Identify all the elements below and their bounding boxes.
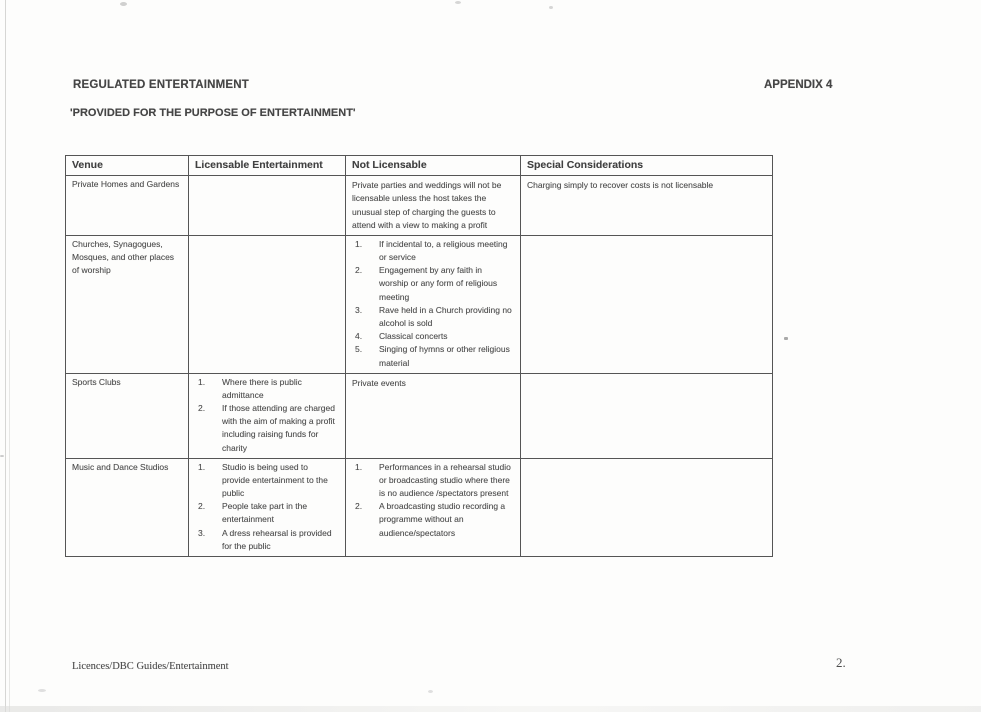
table-row bbox=[66, 235, 773, 373]
not-licensable-item-text: Rave held in a Church providing no alcohol is sold bbox=[379, 304, 512, 328]
column-header-venue: Venue bbox=[66, 156, 189, 176]
document-reference: Licences/DBC Guides/Entertainment bbox=[72, 661, 229, 672]
not-licensable-item bbox=[352, 264, 514, 304]
not-licensable-cell bbox=[346, 176, 521, 236]
scan-speck bbox=[38, 689, 46, 692]
appendix-label: APPENDIX 4 bbox=[764, 79, 833, 91]
licensable-item bbox=[195, 500, 339, 526]
not-licensable-item-text: Performances in a rehearsal studio or broadcasting studio where there is no audience /spectators present bbox=[379, 461, 511, 499]
not-licensable-item-number: 5. bbox=[355, 344, 363, 355]
table-row bbox=[66, 176, 773, 236]
licensable-item bbox=[195, 402, 339, 455]
not-licensable-cell bbox=[346, 458, 521, 556]
entertainment-table-body bbox=[66, 176, 773, 557]
licensable-cell bbox=[189, 373, 346, 458]
not-licensable-item-text: Engagement by any faith in worship or any form of religious meeting bbox=[379, 265, 498, 302]
venue-cell: Churches, Synagogues, Mosques, and other places of worship bbox=[66, 235, 189, 373]
licensable-item bbox=[195, 527, 339, 553]
special-considerations-cell bbox=[521, 373, 773, 458]
scan-speck bbox=[0, 455, 4, 457]
licensable-item-text: Where there is public admittance bbox=[222, 376, 302, 400]
scan-bottom-shade bbox=[0, 706, 981, 712]
not-licensable-item bbox=[352, 343, 514, 369]
licensable-cell bbox=[189, 458, 346, 556]
page-title: REGULATED ENTERTAINMENT bbox=[73, 79, 250, 91]
not-licensable-text: Private events bbox=[352, 377, 406, 388]
not-licensable-item-text: If incidental to, a religious meeting or service bbox=[379, 238, 508, 263]
licensable-item-number: 1. bbox=[198, 461, 206, 472]
not-licensable-item bbox=[352, 461, 514, 501]
table-row bbox=[66, 458, 773, 556]
not-licensable-item bbox=[352, 238, 514, 264]
page-number: 2. bbox=[836, 655, 846, 670]
not-licensable-item-text: Singing of hymns or other religious material bbox=[379, 344, 510, 368]
column-header-special-considerations: Special Considerations bbox=[521, 156, 773, 176]
venue-cell: Sports Clubs bbox=[66, 373, 189, 458]
licensable-item-text: People take part in the entertainment bbox=[222, 501, 308, 525]
not-licensable-item-text: A broadcasting studio recording a programme without an audience/spectators bbox=[379, 501, 506, 538]
licensable-item bbox=[195, 461, 339, 501]
licensable-cell bbox=[189, 235, 346, 373]
page-subtitle: 'PROVIDED FOR THE PURPOSE OF ENTERTAINMENT' bbox=[70, 107, 356, 119]
scan-speck bbox=[784, 337, 788, 340]
special-considerations-text: Charging simply to recover costs is not licensable bbox=[527, 180, 714, 191]
licensable-item-text: Studio is being used to provide entertainment to the public bbox=[222, 461, 328, 499]
table-header-row bbox=[66, 156, 773, 176]
special-considerations-cell bbox=[521, 235, 773, 373]
special-considerations-cell bbox=[521, 176, 773, 236]
not-licensable-item-text: Classical concerts bbox=[379, 331, 448, 342]
licensable-item-text: If those attending are charged with the aim of making a profit including raising funds for charity bbox=[222, 403, 335, 453]
entertainment-licensing-table bbox=[65, 155, 773, 557]
special-considerations-cell bbox=[521, 458, 773, 556]
licensable-item bbox=[195, 376, 339, 402]
scan-speck bbox=[455, 1, 461, 4]
licensable-cell bbox=[189, 176, 346, 236]
not-licensable-item-number: 3. bbox=[355, 304, 363, 315]
scan-speck bbox=[428, 690, 433, 693]
not-licensable-item-number: 2. bbox=[355, 501, 363, 512]
column-header-licensable: Licensable Entertainment bbox=[189, 156, 346, 176]
not-licensable-item bbox=[352, 304, 514, 330]
venue-cell: Private Homes and Gardens bbox=[66, 176, 189, 236]
scan-edge-line bbox=[9, 330, 10, 712]
licensable-item-number: 2. bbox=[198, 403, 206, 414]
licensable-item-text: A dress rehearsal is provided for the public bbox=[222, 527, 332, 551]
not-licensable-cell bbox=[346, 235, 521, 373]
not-licensable-item bbox=[352, 500, 514, 540]
not-licensable-item-number: 4. bbox=[355, 331, 363, 342]
not-licensable-item bbox=[352, 330, 514, 343]
not-licensable-text: Private parties and weddings will not be licensable unless the host takes the unusual step of charging the guests to attend with a view to making a profit bbox=[352, 180, 502, 230]
column-header-not-licensable: Not Licensable bbox=[346, 156, 521, 176]
not-licensable-cell bbox=[346, 373, 521, 458]
not-licensable-item-number: 1. bbox=[355, 461, 363, 472]
scan-edge-line bbox=[5, 0, 6, 712]
venue-cell: Music and Dance Studios bbox=[66, 458, 189, 556]
licensable-item-number: 3. bbox=[198, 527, 206, 538]
licensable-item-number: 2. bbox=[198, 501, 206, 512]
scan-speck bbox=[120, 2, 127, 6]
table-row bbox=[66, 373, 773, 458]
not-licensable-item-number: 2. bbox=[355, 265, 363, 276]
licensable-item-number: 1. bbox=[198, 376, 206, 387]
scan-speck bbox=[549, 6, 553, 9]
not-licensable-item-number: 1. bbox=[355, 238, 363, 249]
